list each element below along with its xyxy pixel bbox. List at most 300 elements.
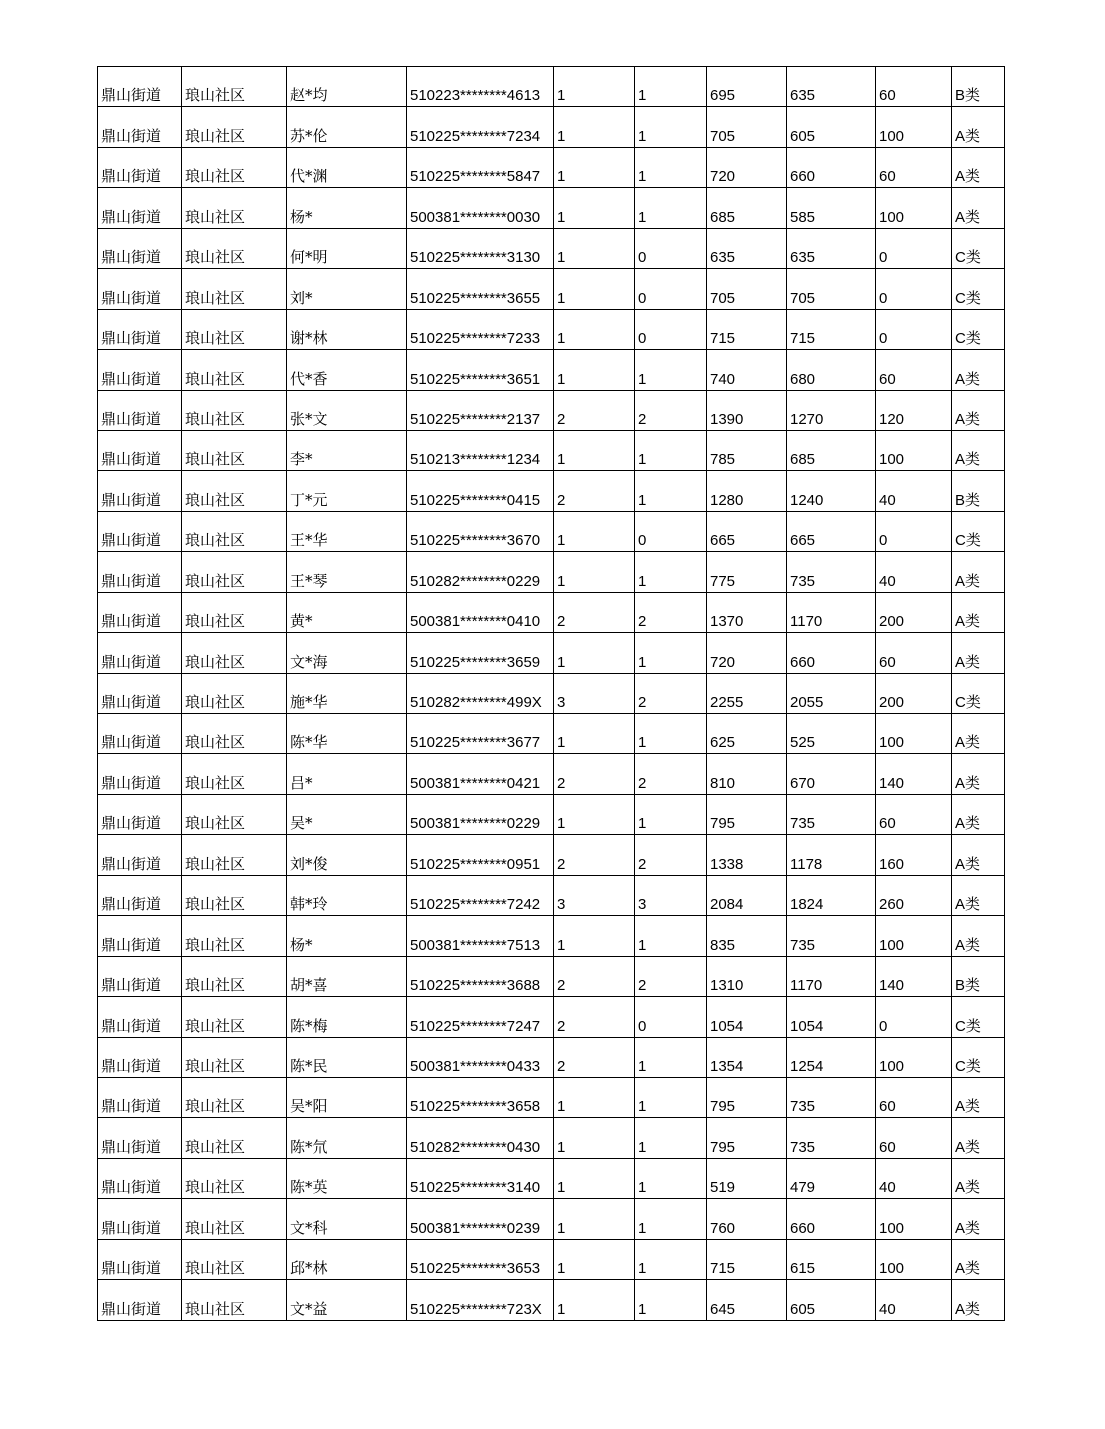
insured-count-cell: 1 xyxy=(635,1239,707,1279)
table-row xyxy=(98,390,1005,430)
category-cell: C类 xyxy=(952,1037,1005,1077)
street-cell: 鼎山街道 xyxy=(98,350,182,390)
street-cell: 鼎山街道 xyxy=(98,552,182,592)
id-number-cell: 510225********723X xyxy=(407,1280,554,1320)
amount-a-cell: 705 xyxy=(707,269,787,309)
amount-c-cell: 260 xyxy=(876,875,952,915)
street-cell: 鼎山街道 xyxy=(98,997,182,1037)
insured-count-cell: 1 xyxy=(635,1037,707,1077)
id-number-cell: 510225********3653 xyxy=(407,1239,554,1279)
community-cell: 琅山社区 xyxy=(182,997,287,1037)
household-size-cell: 2 xyxy=(554,997,635,1037)
amount-b-cell: 635 xyxy=(787,67,876,107)
category-cell: A类 xyxy=(952,794,1005,834)
amount-a-cell: 795 xyxy=(707,1077,787,1117)
household-size-cell: 3 xyxy=(554,673,635,713)
insured-count-cell: 1 xyxy=(635,471,707,511)
name-cell: 文*科 xyxy=(287,1199,407,1239)
amount-c-cell: 120 xyxy=(876,390,952,430)
amount-a-cell: 1390 xyxy=(707,390,787,430)
street-cell: 鼎山街道 xyxy=(98,794,182,834)
table-row xyxy=(98,754,1005,794)
community-cell: 琅山社区 xyxy=(182,1077,287,1117)
household-size-cell: 1 xyxy=(554,511,635,551)
household-size-cell: 1 xyxy=(554,67,635,107)
household-size-cell: 1 xyxy=(554,1118,635,1158)
amount-c-cell: 100 xyxy=(876,188,952,228)
name-cell: 王*华 xyxy=(287,511,407,551)
table-row xyxy=(98,835,1005,875)
name-cell: 李* xyxy=(287,430,407,470)
category-cell: A类 xyxy=(952,1118,1005,1158)
category-cell: C类 xyxy=(952,269,1005,309)
category-cell: A类 xyxy=(952,754,1005,794)
id-number-cell: 510225********7242 xyxy=(407,875,554,915)
insured-count-cell: 1 xyxy=(635,188,707,228)
category-cell: B类 xyxy=(952,67,1005,107)
amount-c-cell: 100 xyxy=(876,430,952,470)
amount-c-cell: 100 xyxy=(876,1037,952,1077)
name-cell: 陈*民 xyxy=(287,1037,407,1077)
insured-count-cell: 1 xyxy=(635,633,707,673)
street-cell: 鼎山街道 xyxy=(98,956,182,996)
category-cell: C类 xyxy=(952,511,1005,551)
category-cell: C类 xyxy=(952,997,1005,1037)
insured-count-cell: 1 xyxy=(635,1199,707,1239)
community-cell: 琅山社区 xyxy=(182,1118,287,1158)
table-row xyxy=(98,188,1005,228)
street-cell: 鼎山街道 xyxy=(98,430,182,470)
id-number-cell: 500381********7513 xyxy=(407,916,554,956)
amount-b-cell: 615 xyxy=(787,1239,876,1279)
insured-count-cell: 1 xyxy=(635,794,707,834)
amount-a-cell: 1370 xyxy=(707,592,787,632)
community-cell: 琅山社区 xyxy=(182,511,287,551)
amount-c-cell: 60 xyxy=(876,147,952,187)
street-cell: 鼎山街道 xyxy=(98,835,182,875)
amount-a-cell: 760 xyxy=(707,1199,787,1239)
table-row xyxy=(98,511,1005,551)
amount-c-cell: 200 xyxy=(876,673,952,713)
amount-a-cell: 740 xyxy=(707,350,787,390)
household-size-cell: 1 xyxy=(554,916,635,956)
insured-count-cell: 1 xyxy=(635,1158,707,1198)
community-cell: 琅山社区 xyxy=(182,1239,287,1279)
amount-c-cell: 140 xyxy=(876,754,952,794)
insured-count-cell: 2 xyxy=(635,390,707,430)
amount-a-cell: 795 xyxy=(707,1118,787,1158)
amount-c-cell: 0 xyxy=(876,309,952,349)
id-number-cell: 510282********499X xyxy=(407,673,554,713)
community-cell: 琅山社区 xyxy=(182,633,287,673)
name-cell: 文*海 xyxy=(287,633,407,673)
amount-b-cell: 1270 xyxy=(787,390,876,430)
street-cell: 鼎山街道 xyxy=(98,1239,182,1279)
street-cell: 鼎山街道 xyxy=(98,471,182,511)
name-cell: 陈*英 xyxy=(287,1158,407,1198)
street-cell: 鼎山街道 xyxy=(98,875,182,915)
id-number-cell: 510225********3140 xyxy=(407,1158,554,1198)
amount-b-cell: 1178 xyxy=(787,835,876,875)
household-size-cell: 1 xyxy=(554,1158,635,1198)
community-cell: 琅山社区 xyxy=(182,754,287,794)
amount-c-cell: 100 xyxy=(876,1199,952,1239)
category-cell: A类 xyxy=(952,875,1005,915)
name-cell: 赵*均 xyxy=(287,67,407,107)
name-cell: 吴* xyxy=(287,794,407,834)
community-cell: 琅山社区 xyxy=(182,673,287,713)
amount-c-cell: 140 xyxy=(876,956,952,996)
insured-count-cell: 2 xyxy=(635,835,707,875)
street-cell: 鼎山街道 xyxy=(98,188,182,228)
street-cell: 鼎山街道 xyxy=(98,228,182,268)
street-cell: 鼎山街道 xyxy=(98,633,182,673)
table-row xyxy=(98,592,1005,632)
id-number-cell: 510225********3688 xyxy=(407,956,554,996)
amount-b-cell: 1054 xyxy=(787,997,876,1037)
category-cell: A类 xyxy=(952,835,1005,875)
street-cell: 鼎山街道 xyxy=(98,1199,182,1239)
table-row xyxy=(98,67,1005,107)
data-table xyxy=(97,66,1005,1321)
amount-c-cell: 0 xyxy=(876,228,952,268)
street-cell: 鼎山街道 xyxy=(98,1077,182,1117)
insured-count-cell: 2 xyxy=(635,673,707,713)
community-cell: 琅山社区 xyxy=(182,107,287,147)
amount-b-cell: 735 xyxy=(787,1118,876,1158)
amount-a-cell: 2255 xyxy=(707,673,787,713)
name-cell: 丁*元 xyxy=(287,471,407,511)
household-size-cell: 1 xyxy=(554,714,635,754)
household-size-cell: 1 xyxy=(554,1280,635,1320)
category-cell: C类 xyxy=(952,228,1005,268)
amount-b-cell: 2055 xyxy=(787,673,876,713)
household-size-cell: 1 xyxy=(554,309,635,349)
id-number-cell: 510225********3677 xyxy=(407,714,554,754)
table-row xyxy=(98,875,1005,915)
community-cell: 琅山社区 xyxy=(182,1037,287,1077)
community-cell: 琅山社区 xyxy=(182,430,287,470)
category-cell: B类 xyxy=(952,471,1005,511)
amount-b-cell: 605 xyxy=(787,107,876,147)
household-size-cell: 1 xyxy=(554,1199,635,1239)
amount-a-cell: 645 xyxy=(707,1280,787,1320)
name-cell: 刘* xyxy=(287,269,407,309)
amount-a-cell: 720 xyxy=(707,633,787,673)
insured-count-cell: 1 xyxy=(635,552,707,592)
id-number-cell: 510225********3655 xyxy=(407,269,554,309)
name-cell: 王*琴 xyxy=(287,552,407,592)
id-number-cell: 510225********3130 xyxy=(407,228,554,268)
amount-c-cell: 0 xyxy=(876,997,952,1037)
table-row xyxy=(98,430,1005,470)
amount-c-cell: 40 xyxy=(876,1158,952,1198)
table-row xyxy=(98,1077,1005,1117)
street-cell: 鼎山街道 xyxy=(98,1118,182,1158)
household-size-cell: 2 xyxy=(554,390,635,430)
table-row xyxy=(98,794,1005,834)
category-cell: B类 xyxy=(952,956,1005,996)
amount-a-cell: 1310 xyxy=(707,956,787,996)
id-number-cell: 510223********4613 xyxy=(407,67,554,107)
category-cell: A类 xyxy=(952,107,1005,147)
community-cell: 琅山社区 xyxy=(182,552,287,592)
amount-b-cell: 660 xyxy=(787,633,876,673)
amount-b-cell: 635 xyxy=(787,228,876,268)
street-cell: 鼎山街道 xyxy=(98,754,182,794)
category-cell: A类 xyxy=(952,552,1005,592)
insured-count-cell: 0 xyxy=(635,997,707,1037)
amount-c-cell: 60 xyxy=(876,350,952,390)
household-size-cell: 2 xyxy=(554,471,635,511)
household-size-cell: 1 xyxy=(554,633,635,673)
amount-c-cell: 60 xyxy=(876,1118,952,1158)
household-size-cell: 2 xyxy=(554,592,635,632)
amount-c-cell: 0 xyxy=(876,511,952,551)
amount-a-cell: 720 xyxy=(707,147,787,187)
household-size-cell: 2 xyxy=(554,1037,635,1077)
amount-c-cell: 60 xyxy=(876,633,952,673)
insured-count-cell: 1 xyxy=(635,916,707,956)
community-cell: 琅山社区 xyxy=(182,1280,287,1320)
street-cell: 鼎山街道 xyxy=(98,269,182,309)
category-cell: A类 xyxy=(952,390,1005,430)
amount-c-cell: 100 xyxy=(876,714,952,754)
street-cell: 鼎山街道 xyxy=(98,1280,182,1320)
community-cell: 琅山社区 xyxy=(182,835,287,875)
insured-count-cell: 3 xyxy=(635,875,707,915)
amount-b-cell: 665 xyxy=(787,511,876,551)
amount-b-cell: 1824 xyxy=(787,875,876,915)
insured-count-cell: 1 xyxy=(635,430,707,470)
category-cell: A类 xyxy=(952,592,1005,632)
category-cell: A类 xyxy=(952,714,1005,754)
category-cell: A类 xyxy=(952,1077,1005,1117)
insured-count-cell: 1 xyxy=(635,350,707,390)
household-size-cell: 2 xyxy=(554,835,635,875)
amount-c-cell: 100 xyxy=(876,1239,952,1279)
table-row xyxy=(98,1118,1005,1158)
amount-a-cell: 1054 xyxy=(707,997,787,1037)
table-row xyxy=(98,1239,1005,1279)
insured-count-cell: 1 xyxy=(635,107,707,147)
amount-a-cell: 785 xyxy=(707,430,787,470)
table-row xyxy=(98,633,1005,673)
id-number-cell: 500381********0410 xyxy=(407,592,554,632)
community-cell: 琅山社区 xyxy=(182,188,287,228)
id-number-cell: 510225********7233 xyxy=(407,309,554,349)
category-cell: A类 xyxy=(952,1280,1005,1320)
community-cell: 琅山社区 xyxy=(182,592,287,632)
amount-b-cell: 705 xyxy=(787,269,876,309)
insured-count-cell: 2 xyxy=(635,592,707,632)
insured-count-cell: 1 xyxy=(635,147,707,187)
insured-count-cell: 1 xyxy=(635,714,707,754)
name-cell: 吕* xyxy=(287,754,407,794)
id-number-cell: 510225********7234 xyxy=(407,107,554,147)
name-cell: 陈*氘 xyxy=(287,1118,407,1158)
table-row xyxy=(98,471,1005,511)
table-row xyxy=(98,350,1005,390)
amount-b-cell: 660 xyxy=(787,147,876,187)
name-cell: 黄* xyxy=(287,592,407,632)
id-number-cell: 510225********3651 xyxy=(407,350,554,390)
category-cell: A类 xyxy=(952,1239,1005,1279)
amount-b-cell: 525 xyxy=(787,714,876,754)
amount-a-cell: 1338 xyxy=(707,835,787,875)
street-cell: 鼎山街道 xyxy=(98,1158,182,1198)
amount-a-cell: 715 xyxy=(707,1239,787,1279)
amount-b-cell: 680 xyxy=(787,350,876,390)
community-cell: 琅山社区 xyxy=(182,67,287,107)
community-cell: 琅山社区 xyxy=(182,875,287,915)
amount-a-cell: 775 xyxy=(707,552,787,592)
amount-b-cell: 1240 xyxy=(787,471,876,511)
category-cell: A类 xyxy=(952,916,1005,956)
amount-a-cell: 705 xyxy=(707,107,787,147)
id-number-cell: 500381********0030 xyxy=(407,188,554,228)
community-cell: 琅山社区 xyxy=(182,147,287,187)
street-cell: 鼎山街道 xyxy=(98,390,182,430)
name-cell: 张*文 xyxy=(287,390,407,430)
community-cell: 琅山社区 xyxy=(182,471,287,511)
category-cell: A类 xyxy=(952,350,1005,390)
street-cell: 鼎山街道 xyxy=(98,309,182,349)
table-row xyxy=(98,1158,1005,1198)
table-row xyxy=(98,916,1005,956)
household-size-cell: 1 xyxy=(554,430,635,470)
name-cell: 杨* xyxy=(287,188,407,228)
table-row xyxy=(98,997,1005,1037)
insured-count-cell: 1 xyxy=(635,67,707,107)
id-number-cell: 500381********0433 xyxy=(407,1037,554,1077)
name-cell: 代*香 xyxy=(287,350,407,390)
id-number-cell: 510282********0430 xyxy=(407,1118,554,1158)
amount-c-cell: 40 xyxy=(876,552,952,592)
table-row xyxy=(98,1280,1005,1320)
id-number-cell: 510282********0229 xyxy=(407,552,554,592)
id-number-cell: 510225********3658 xyxy=(407,1077,554,1117)
insured-count-cell: 0 xyxy=(635,269,707,309)
community-cell: 琅山社区 xyxy=(182,956,287,996)
table-row xyxy=(98,714,1005,754)
household-size-cell: 1 xyxy=(554,552,635,592)
insured-count-cell: 1 xyxy=(635,1077,707,1117)
id-number-cell: 500381********0229 xyxy=(407,794,554,834)
amount-c-cell: 40 xyxy=(876,471,952,511)
category-cell: A类 xyxy=(952,188,1005,228)
category-cell: A类 xyxy=(952,147,1005,187)
amount-b-cell: 660 xyxy=(787,1199,876,1239)
table-row xyxy=(98,673,1005,713)
table-row xyxy=(98,107,1005,147)
id-number-cell: 510213********1234 xyxy=(407,430,554,470)
amount-c-cell: 100 xyxy=(876,916,952,956)
household-size-cell: 1 xyxy=(554,1239,635,1279)
household-size-cell: 1 xyxy=(554,350,635,390)
name-cell: 文*益 xyxy=(287,1280,407,1320)
table-row xyxy=(98,147,1005,187)
id-number-cell: 510225********0415 xyxy=(407,471,554,511)
amount-a-cell: 665 xyxy=(707,511,787,551)
amount-b-cell: 1170 xyxy=(787,956,876,996)
amount-b-cell: 735 xyxy=(787,794,876,834)
category-cell: A类 xyxy=(952,430,1005,470)
insured-count-cell: 2 xyxy=(635,956,707,996)
id-number-cell: 500381********0421 xyxy=(407,754,554,794)
table-row xyxy=(98,269,1005,309)
amount-b-cell: 735 xyxy=(787,1077,876,1117)
community-cell: 琅山社区 xyxy=(182,916,287,956)
community-cell: 琅山社区 xyxy=(182,714,287,754)
id-number-cell: 510225********3670 xyxy=(407,511,554,551)
household-size-cell: 2 xyxy=(554,754,635,794)
household-size-cell: 1 xyxy=(554,228,635,268)
household-size-cell: 3 xyxy=(554,875,635,915)
amount-c-cell: 160 xyxy=(876,835,952,875)
amount-b-cell: 1170 xyxy=(787,592,876,632)
name-cell: 施*华 xyxy=(287,673,407,713)
community-cell: 琅山社区 xyxy=(182,228,287,268)
id-number-cell: 500381********0239 xyxy=(407,1199,554,1239)
household-size-cell: 2 xyxy=(554,956,635,996)
name-cell: 韩*玲 xyxy=(287,875,407,915)
street-cell: 鼎山街道 xyxy=(98,916,182,956)
amount-c-cell: 200 xyxy=(876,592,952,632)
street-cell: 鼎山街道 xyxy=(98,714,182,754)
category-cell: C类 xyxy=(952,673,1005,713)
insured-count-cell: 1 xyxy=(635,1118,707,1158)
insured-count-cell: 0 xyxy=(635,511,707,551)
household-size-cell: 1 xyxy=(554,269,635,309)
street-cell: 鼎山街道 xyxy=(98,67,182,107)
name-cell: 胡*喜 xyxy=(287,956,407,996)
amount-b-cell: 735 xyxy=(787,916,876,956)
category-cell: A类 xyxy=(952,1158,1005,1198)
community-cell: 琅山社区 xyxy=(182,390,287,430)
table-body xyxy=(98,67,1005,1321)
amount-c-cell: 40 xyxy=(876,1280,952,1320)
name-cell: 代*渊 xyxy=(287,147,407,187)
name-cell: 谢*林 xyxy=(287,309,407,349)
id-number-cell: 510225********0951 xyxy=(407,835,554,875)
name-cell: 吴*阳 xyxy=(287,1077,407,1117)
amount-c-cell: 0 xyxy=(876,269,952,309)
community-cell: 琅山社区 xyxy=(182,794,287,834)
amount-b-cell: 670 xyxy=(787,754,876,794)
household-size-cell: 1 xyxy=(554,794,635,834)
street-cell: 鼎山街道 xyxy=(98,107,182,147)
amount-b-cell: 605 xyxy=(787,1280,876,1320)
id-number-cell: 510225********3659 xyxy=(407,633,554,673)
amount-c-cell: 60 xyxy=(876,1077,952,1117)
amount-a-cell: 625 xyxy=(707,714,787,754)
community-cell: 琅山社区 xyxy=(182,269,287,309)
amount-a-cell: 795 xyxy=(707,794,787,834)
name-cell: 杨* xyxy=(287,916,407,956)
street-cell: 鼎山街道 xyxy=(98,1037,182,1077)
household-size-cell: 1 xyxy=(554,147,635,187)
amount-a-cell: 810 xyxy=(707,754,787,794)
street-cell: 鼎山街道 xyxy=(98,147,182,187)
table-row xyxy=(98,228,1005,268)
household-size-cell: 1 xyxy=(554,107,635,147)
community-cell: 琅山社区 xyxy=(182,1158,287,1198)
category-cell: A类 xyxy=(952,1199,1005,1239)
household-size-cell: 1 xyxy=(554,1077,635,1117)
amount-b-cell: 715 xyxy=(787,309,876,349)
id-number-cell: 510225********7247 xyxy=(407,997,554,1037)
